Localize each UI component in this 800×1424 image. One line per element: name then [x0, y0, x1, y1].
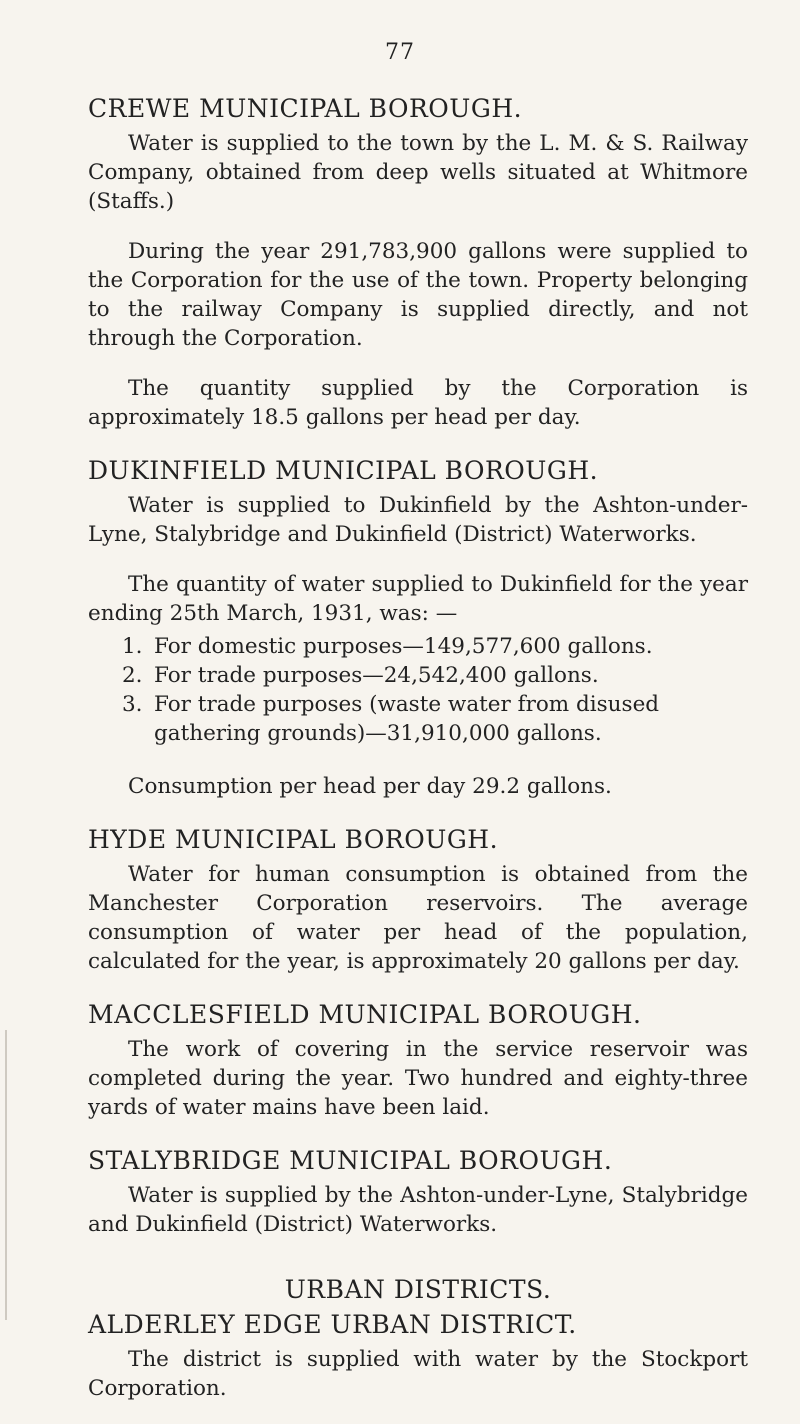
section-dukinfield — [88, 456, 748, 801]
section-heading: STALYBRIDGE MUNICIPAL BOROUGH. — [88, 1146, 613, 1175]
paragraph: Water is supplied to Dukinfield by the Ashton-under-Lyne, Stalybridge and Dukinfield (District) Waterworks. — [88, 493, 748, 547]
section-heading: DUKINFIELD MUNICIPAL BOROUGH. — [88, 456, 599, 485]
list-item-text: For domestic purposes—149,577,600 gallons. — [154, 634, 653, 659]
section-alderley-edge — [88, 1310, 748, 1403]
paragraph: During the year 291,783,900 gallons were supplied to the Corporation for the use of the town. Property belonging to the railway Company is supplied directly, and not through the Corporation. — [88, 239, 748, 351]
section-heading: URBAN DISTRICTS. — [284, 1275, 552, 1304]
section-stalybridge — [88, 1146, 748, 1239]
paragraph: Water is supplied to the town by the L. M. & S. Railway Company, obtained from deep wells situated at Whitmore (Staffs.) — [88, 131, 748, 214]
list-item — [88, 661, 748, 690]
list-item-text: For trade purposes (waste water from disused gathering grounds)—31,910,000 gallons. — [154, 692, 660, 746]
paragraph: Water is supplied by the Ashton-under-Lyne, Stalybridge and Dukinfield (District) Waterworks. — [88, 1183, 748, 1237]
list-item-number: 1. — [122, 634, 143, 659]
quantity-list — [88, 632, 748, 748]
section-macclesfield — [88, 1000, 748, 1122]
list-item — [88, 632, 748, 661]
section-crewe — [88, 94, 748, 432]
list-item — [88, 690, 748, 748]
section-heading: MACCLESFIELD MUNICIPAL BOROUGH. — [88, 1000, 642, 1029]
section-heading: CREWE MUNICIPAL BOROUGH. — [88, 94, 523, 123]
paragraph: The quantity of water supplied to Dukinfield for the year ending 25th March, 1931, was: — — [88, 572, 748, 626]
section-urban-districts — [88, 1275, 748, 1304]
list-item-number: 3. — [122, 692, 143, 717]
paragraph: The work of covering in the service reservoir was completed during the year. Two hundred and eighty-three yards of water mains have been laid. — [88, 1037, 748, 1120]
list-item-text: For trade purposes—24,542,400 gallons. — [154, 663, 599, 688]
section-hyde — [88, 825, 748, 976]
paragraph: Consumption per head per day 29.2 gallons. — [128, 774, 612, 799]
document-body — [88, 94, 748, 1424]
paragraph: The district is supplied with water by the Stockport Corporation. — [88, 1347, 748, 1401]
list-item-number: 2. — [122, 663, 143, 688]
paragraph: The quantity supplied by the Corporation is approximately 18.5 gallons per head per day. — [88, 376, 748, 430]
section-heading: ALDERLEY EDGE URBAN DISTRICT. — [88, 1310, 577, 1339]
page-number: 77 — [385, 40, 415, 65]
page-edge-shadow — [5, 1030, 7, 1320]
paragraph: Water for human consumption is obtained from the Manchester Corporation reservoirs. The average consumption of water per head of the population, calculated for the year, is approximately 20 gallons per day. — [88, 862, 748, 974]
section-heading: HYDE MUNICIPAL BOROUGH. — [88, 825, 499, 854]
